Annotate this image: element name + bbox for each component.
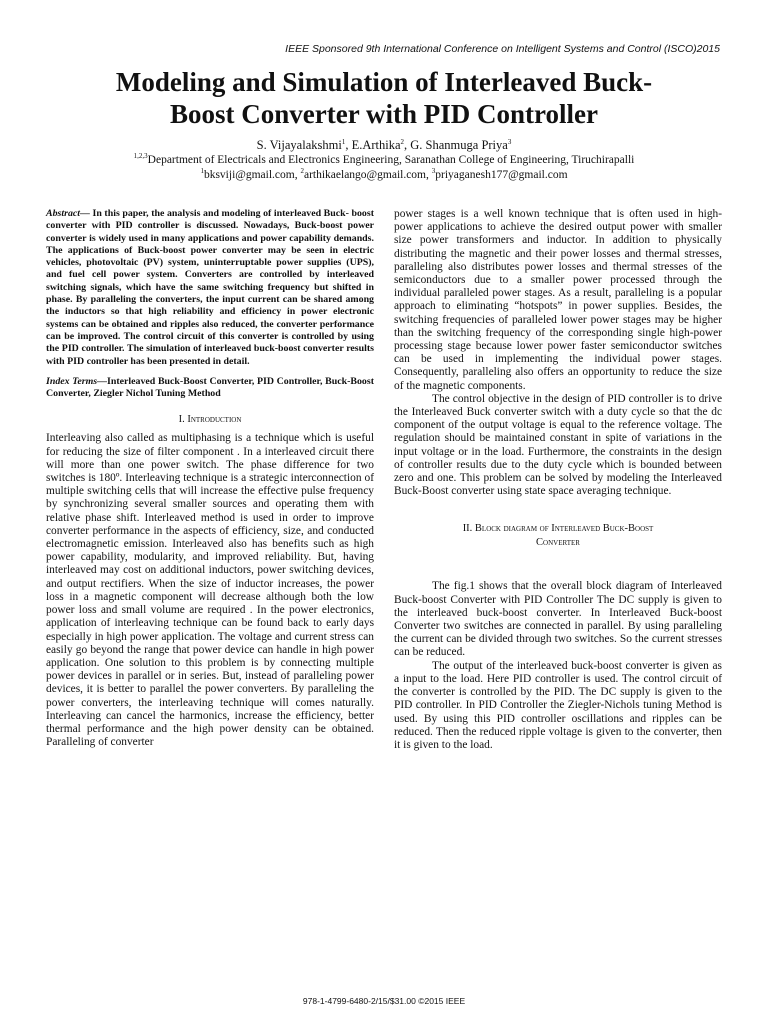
abstract (46, 208, 374, 368)
paper-title (40, 66, 728, 130)
author-1: S. Vijayalakshmi (256, 138, 342, 152)
affiliation-text: Department of Electricals and Electronics Engineering, Saranathan College of Engineering, Tiruchirapalli (147, 154, 635, 166)
author-2-mark: 2 (400, 137, 405, 146)
email-2-mark: 2 (300, 167, 304, 176)
email-2: arthikaelango@gmail.com, (303, 169, 432, 181)
author-list (40, 138, 728, 153)
abstract-body: In this paper, the analysis and modeling of interleaved Buck- boost converter with PID controller is discussed. Nowadays, Buck-boost power converter is widely used in many applications and power capability demands. The applications of Buck-boost power converter may be seen in electric vehicles, photovoltaic (PV) system, uninterruptable power supplies (UPS), and fuel cell power system. Converters are controlled by interleaved switching signals, which have the same switching frequency but shifted in phase. By paralleling the converters, the input current can be shared among the inductors so that high reliability and efficiency in power electronic systems can be obtained and ripples also reduced, the converter performance can be improved. The control circuit of this converter is controlled by using the PID controller. The simulation of interleaved buck-boost converter results with PID controller has been presented in detail. (46, 208, 374, 367)
email-1-mark: 1 (200, 167, 204, 176)
paragraph-output: The output of the interleaved buck-boost converter is given as a input to the load. Here PID controller is used. The control circuit of the converter is controlled by the PID. The DC supply is given to the PID controller. In PID Controller the Ziegler-Nichols tuning Method is used. By using this PID controller oscillations and ripples can be reduced. Then the reduced ripple voltage is given to the converter, then it is given to the load. (394, 659, 722, 751)
intro-paragraph: Interleaving also called as multiphasing is a technique which is useful for reducing the size of filter component . In a interleaved circuit there will more than one power switch. The phase difference for two switches is 180º. Interleaving technique is a strategic interconnection of multiple switching cells that will increase the effective pulse frequency by synchronizing several smaller sources and operating them with relative phase shift. Interleaved method is used in order to improve converter performance in the aspects of efficiency, size, and conducted electromagnetic emission. Interleaved also has benefits such as high power capability, modularity, and improved reliability. But, having interleaved may cost on additional inductors, power switching devices, and output rectifiers. When the size of inductor increases, the power loss in a magnetic component will decrease although both the low power loss and small volume are required . In the power electronics, application of interleaving technique can be found back to early days especially in high power application. The voltage and current stress can easily go beyond the range that power device can handle in high power application. One solution to this problem is by connecting multiple power devices in parallel or in series. But, instead of paralleling power devices, it is better to parallel the power converters. By paralleling the power converters, the interleaving technique will comes naturally. Interleaving can cancel the harmonics, increase the efficiency, better thermal performance and the high power density can be obtained. Paralleling of converter (46, 432, 374, 749)
author-emails (40, 168, 728, 183)
title-line-2: Boost Converter with PID Controller (170, 99, 598, 129)
footer-copyright: 978-1-4799-6480-2/15/$31.00 ©2015 IEEE (302, 996, 466, 1006)
index-terms-body: Interleaved Buck-Boost Converter, PID Controller, Buck-Boost Converter, Ziegler Nichol Tuning Method (46, 375, 374, 400)
paragraph-power-stages: power stages is a well known technique that is often used in high-power applications to achieve the desired output power with smaller size power transformers and inductor. In addition to physically distributing the magnetic and their power losses and thermal stresses, paralleling also distributes power losses and thermal stresses of the semiconductors due to a smaller power processed through the individual paralleled power stages. As a result, paralleling is a popular approach to eliminating “hotspots” in power supplies. Besides, the switching frequencies of paralleled lower power stages may be higher than the switching frequency of the corresponding single high-power processing stage because lower power faster semiconductor switches can be used in implementing the individual power stages. Consequently, paralleling also offers an opportunity to reduce the size of the magnetic components. (394, 208, 722, 392)
author-3: G. Shanmuga Priya (410, 138, 508, 152)
conference-header: IEEE Sponsored 9th International Conference on Intelligent Systems and Control (ISCO)2015 (285, 43, 720, 55)
section-1-heading: I. Introduction (178, 414, 242, 426)
email-3-mark: 3 (431, 167, 436, 176)
author-separator: , (345, 138, 352, 152)
author-2: E.Arthika (351, 138, 401, 152)
title-line-1: Modeling and Simulation of Interleaved Buck- (115, 67, 653, 97)
section-2-heading-line-1: II. Block diagram of Interleaved Buck-Boost (462, 523, 654, 535)
affiliation-mark: 1,2,3 (133, 152, 148, 161)
index-terms-lead: Index Terms— (46, 375, 108, 387)
paragraph-block-diagram: The fig.1 shows that the overall block diagram of Interleaved Buck-boost Converter with PID Controller The DC supply is given to the interleaved buck-boost converter. In Interleaved Buck-boost Converter two switches are connected in parallel. By using paralleling the current can be divided through two switches. So the current stresses can be reduced. (394, 580, 722, 659)
author-1-mark: 1 (341, 137, 346, 146)
section-2-heading-line-2: Converter (536, 537, 580, 549)
email-3: priyaganesh177@gmail.com (435, 169, 568, 181)
right-column (394, 208, 722, 752)
index-terms (46, 376, 374, 401)
section-2-heading (394, 522, 722, 550)
left-column (46, 208, 374, 749)
affiliation (40, 153, 728, 168)
abstract-lead: Abstract— (46, 208, 90, 219)
author-separator: , (404, 138, 411, 152)
author-3-mark: 3 (507, 137, 512, 146)
paragraph-control-objective: The control objective in the design of PID controller is to drive the Interleaved Buck converter switch with a duty cycle so that the dc component of the output voltage is equal to the reference voltage. The regulation should be maintained constant in spite of variations in the input voltage or in the load. Furthermore, the constraints in the design of controller results due to the duty cycle which is bounded between zero and one. This problem can be solved by modeling the Interleaved Buck-Boost converter using state space averaging technique. (394, 392, 722, 498)
email-1: bksviji@gmail.com, (203, 169, 301, 181)
